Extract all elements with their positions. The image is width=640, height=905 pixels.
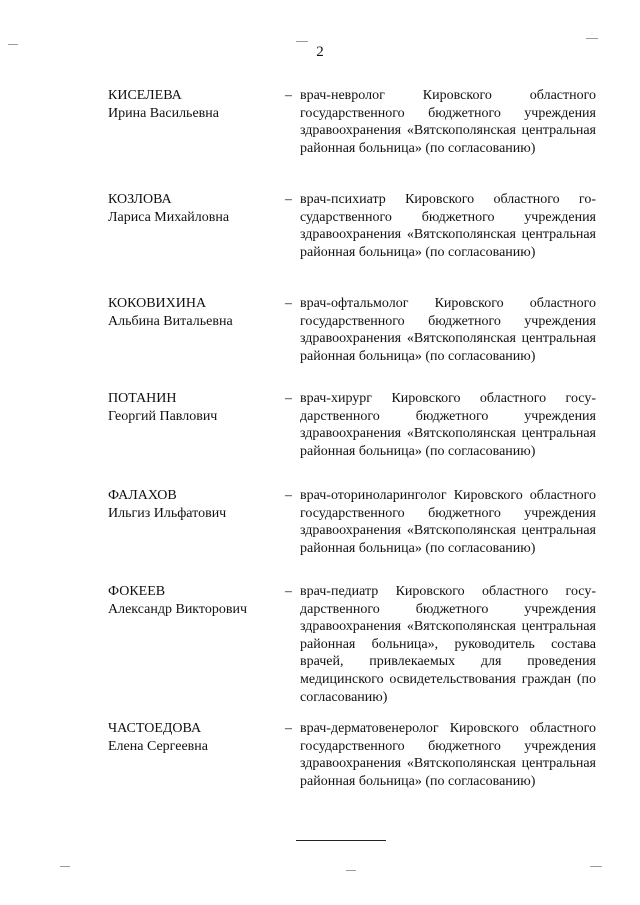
member-surname: ПОТАНИН bbox=[108, 391, 177, 406]
member-surname: ФОКЕЕВ bbox=[108, 584, 166, 599]
member-surname: КИСЕЛЕВА bbox=[108, 88, 182, 103]
member-name bbox=[108, 295, 283, 330]
member-given-names: Александр Викторович bbox=[108, 601, 248, 617]
member-surname: КОЗЛОВА bbox=[108, 192, 172, 207]
member-description: врач-оториноларинголог Кировского областного государственного бюджетного учреждения здравоохранения «Вятскополянская центральная районная больница» (по согласованию) bbox=[300, 488, 596, 556]
member-description: врач-невролог Кировского областного государственного бюджетного учреждения здравоохранения «Вятскополянская центральная районная больница» (по согласованию) bbox=[300, 88, 596, 156]
dash-separator: – bbox=[285, 391, 292, 406]
member-description: врач-офтальмолог Кировского областного государственного бюджетного учреждения здравоохранения «Вятскополянская центральная районная больница» (по согласованию) bbox=[300, 296, 596, 364]
member-given-names: Альбина Витальевна bbox=[108, 313, 233, 329]
member-name bbox=[108, 583, 283, 618]
member-name bbox=[108, 487, 283, 522]
dash-separator: – bbox=[285, 488, 292, 503]
page-number: 2 bbox=[316, 44, 324, 60]
scan-artifact bbox=[346, 870, 356, 871]
member-name bbox=[108, 87, 283, 122]
member-surname: ЧАСТОЕДОВА bbox=[108, 721, 202, 736]
member-description: врач-психиатр Кировского областного государственного бюджетного учреждения здравоохранения «Вятскополянская центральная районная больница» (по согласованию) bbox=[300, 192, 596, 260]
member-description: врач-педиатр Кировского областного государственного бюджетного учреждения здравоохранения «Вятскополянская центральная районная больница», руководитель состава врачей, привлекаемых для проведения медицинского освидетельствования граждан (по согласованию) bbox=[300, 584, 596, 705]
dash-separator: – bbox=[285, 721, 292, 736]
scan-artifact bbox=[8, 44, 18, 45]
scan-artifact bbox=[60, 866, 70, 867]
member-name bbox=[108, 720, 283, 755]
member-description: врач-дерматовенеролог Кировского областного государственного бюджетного учреждения здравоохранения «Вятскополянская центральная районная больница» (по согласованию) bbox=[300, 721, 596, 789]
member-description: врач-хирург Кировского областного государственного бюджетного учреждения здравоохранения «Вятскополянская центральная районная больница» (по согласованию) bbox=[300, 391, 596, 459]
scan-artifact bbox=[590, 866, 602, 867]
dash-separator: – bbox=[285, 88, 292, 103]
dash-separator: – bbox=[285, 192, 292, 207]
member-given-names: Лариса Михайловна bbox=[108, 209, 230, 225]
scan-artifact bbox=[586, 38, 598, 39]
member-given-names: Ильгиз Ильфатович bbox=[108, 505, 227, 521]
dash-separator: – bbox=[285, 296, 292, 311]
member-given-names: Георгий Павлович bbox=[108, 408, 218, 424]
dash-separator: – bbox=[285, 584, 292, 599]
member-surname: ФАЛАХОВ bbox=[108, 488, 177, 503]
member-surname: КОКОВИХИНА bbox=[108, 296, 207, 311]
member-given-names: Ирина Васильевна bbox=[108, 105, 219, 121]
member-name bbox=[108, 390, 283, 425]
end-rule bbox=[296, 840, 386, 841]
member-name bbox=[108, 191, 283, 226]
scan-artifact bbox=[296, 41, 308, 42]
member-given-names: Елена Сергеевна bbox=[108, 738, 208, 754]
